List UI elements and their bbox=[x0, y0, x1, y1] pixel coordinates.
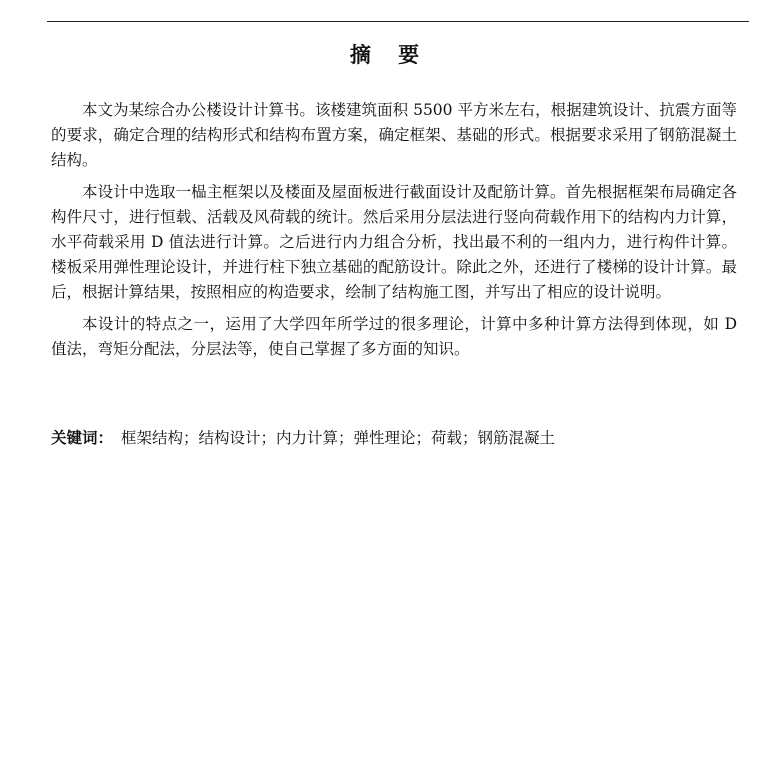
keywords-label: 关键词： bbox=[51, 429, 114, 447]
keywords-line bbox=[51, 427, 737, 449]
abstract-body bbox=[51, 98, 737, 362]
abstract-paragraph-2: 本设计中选取一榀主框架以及楼面及屋面板进行截面设计及配筋计算。首先根据框架布局确定各构件尺寸，进行恒载、活载及风荷载的统计。然后采用分层法进行竖向荷载作用下的结构内力计算，水平荷载采用 D 值法进行计算。之后进行内力组合分析，找出最不利的一组内力，进行构件计算。楼板采用弹性理论设计，并进行柱下独立基础的配筋设计。除此之外，还进行了楼梯的设计计算。最后，根据计算结果，按照相应的构造要求，绘制了结构施工图，并写出了相应的设计说明。 bbox=[51, 183, 737, 301]
header-rule bbox=[47, 21, 749, 22]
abstract-paragraph-3: 本设计的特点之一，运用了大学四年所学过的很多理论，计算中多种计算方法得到体现，如 D 值法，弯矩分配法，分层法等，使自己掌握了多方面的知识。 bbox=[51, 315, 737, 358]
page-title: 摘 要 bbox=[349, 43, 430, 67]
abstract-paragraph-1: 本文为某综合办公楼设计计算书。该楼建筑面积 5500 平方米左右，根据建筑设计、抗震方面等的要求，确定合理的结构形式和结构布置方案，确定框架、基础的形式。根据要求采用了钢筋混凝土结构。 bbox=[51, 101, 737, 169]
keywords-text: 框架结构；结构设计；内力计算；弹性理论；荷载；钢筋混凝土 bbox=[121, 429, 556, 447]
